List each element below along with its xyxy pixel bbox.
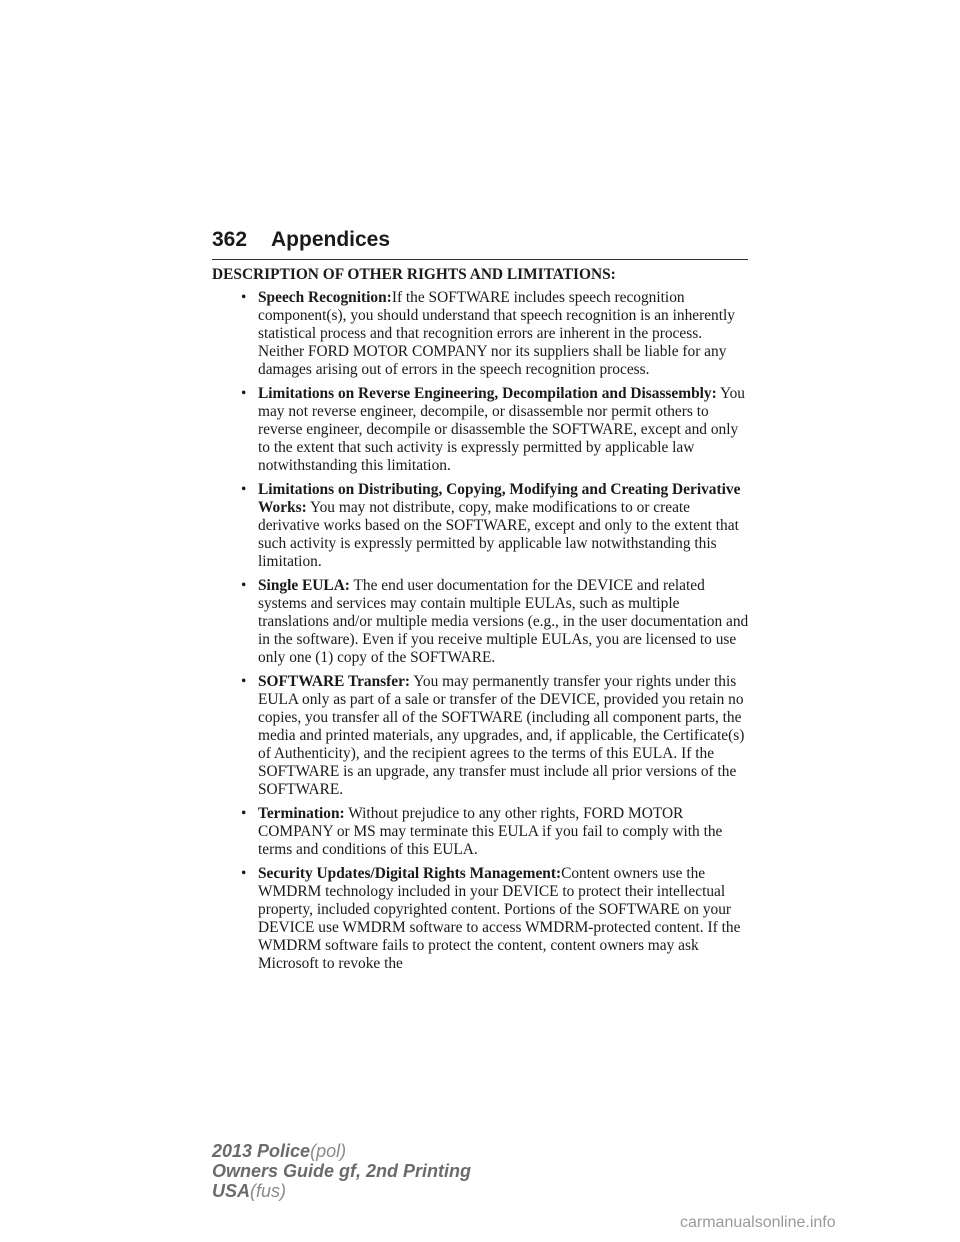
bullet-icon: • <box>241 673 247 690</box>
item-term: Limitations on Reverse Engineering, Decompilation and Disassembly: <box>258 385 717 402</box>
footer-line-guide <box>212 1161 471 1181</box>
item-text: You may not reverse engineer, decompile, or disassemble nor permit others to reverse engineer, decompile or disassemble the SOFTWARE, except and only to the extent that such activity is expressly permitted by applicable law notwithstanding this limitation. <box>258 385 745 474</box>
item-term: Single EULA: <box>258 577 350 594</box>
footer-market-code: (fus) <box>250 1181 287 1201</box>
item-term: Security Updates/Digital Rights Management: <box>258 865 562 882</box>
list-item-speech-recognition <box>212 289 752 379</box>
list-item-distributing <box>212 481 752 571</box>
list-item-reverse-engineering <box>212 385 752 475</box>
item-text: You may permanently transfer your rights under this EULA only as part of a sale or transfer of the DEVICE, provided you retain no copies, you transfer all of the SOFTWARE (including all component parts, the media and printed materials, any upgrades, and, if applicable, the Certificate(s) of Authenticity), and the recipient agrees to the terms of this EULA. If the SOFTWARE is an upgrade, any transfer must include all prior versions of the SOFTWARE. <box>258 673 745 798</box>
item-term: Speech Recognition: <box>258 289 392 306</box>
item-text: Content owners use the WMDRM technology included in your DEVICE to protect their intellectual property, included copyrighted content. Portions of the SOFTWARE on your DEVICE use WMDRM software to access WMDRM-protected content. If the WMDRM software fails to protect the content, content owners may ask Microsoft to revoke the <box>258 865 741 972</box>
bullet-icon: • <box>241 385 247 402</box>
list-item-software-transfer <box>212 673 752 799</box>
footer-market: USA <box>212 1181 251 1201</box>
footer-model-code: (pol) <box>310 1141 347 1161</box>
item-text: If the SOFTWARE includes speech recognition component(s), you should understand that speech recognition is an inherently statistical process and that recognition errors are inherent in the process. Neither FORD MOTOR COMPANY nor its suppliers shall be liable for any damages arising out of errors in the speech recognition process. <box>258 289 735 378</box>
print-footer <box>212 1141 471 1201</box>
item-text: The end user documentation for the DEVICE and related systems and services may contain multiple EULAs, such as multiple translations and/or multiple media versions (e.g., in the user documentation and in the software). Even if you receive multiple EULAs, you are licensed to use only one (1) copy of the SOFTWARE. <box>258 577 749 666</box>
page-header <box>212 226 748 260</box>
header-divider <box>212 259 748 260</box>
footer-guide: Owners Guide gf, 2nd Printing <box>212 1161 472 1181</box>
item-term: SOFTWARE Transfer: <box>258 673 411 690</box>
bullet-icon: • <box>241 481 247 498</box>
bullet-icon: • <box>241 289 247 306</box>
list-item-single-eula <box>212 577 752 667</box>
item-text: You may not distribute, copy, make modifications to or create derivative works based on the SOFTWARE, except and only to the extent that such activity is expressly permitted by applicable law notwithstanding this limitation. <box>258 499 739 570</box>
section-heading: DESCRIPTION OF OTHER RIGHTS AND LIMITATIONS: <box>212 266 616 283</box>
list-item-termination <box>212 805 752 859</box>
footer-line-market <box>212 1181 471 1201</box>
list-item-security-updates <box>212 865 752 973</box>
page-content <box>212 266 752 979</box>
footer-model: 2013 Police <box>212 1141 311 1161</box>
section-title: Appendices <box>271 228 391 251</box>
bullet-icon: • <box>241 577 247 594</box>
site-watermark: carmanualsonline.info <box>680 1214 836 1231</box>
item-text: Without prejudice to any other rights, FORD MOTOR COMPANY or MS may terminate this EULA if you fail to comply with the terms and conditions of this EULA. <box>258 805 723 858</box>
item-term: Limitations on Distributing, Copying, Modifying and Creating Derivative Works: <box>258 481 741 516</box>
page-number: 362 <box>212 228 248 251</box>
bullet-icon: • <box>241 865 247 882</box>
item-term: Termination: <box>258 805 345 822</box>
bullet-icon: • <box>241 805 247 822</box>
footer-line-model <box>212 1141 471 1161</box>
